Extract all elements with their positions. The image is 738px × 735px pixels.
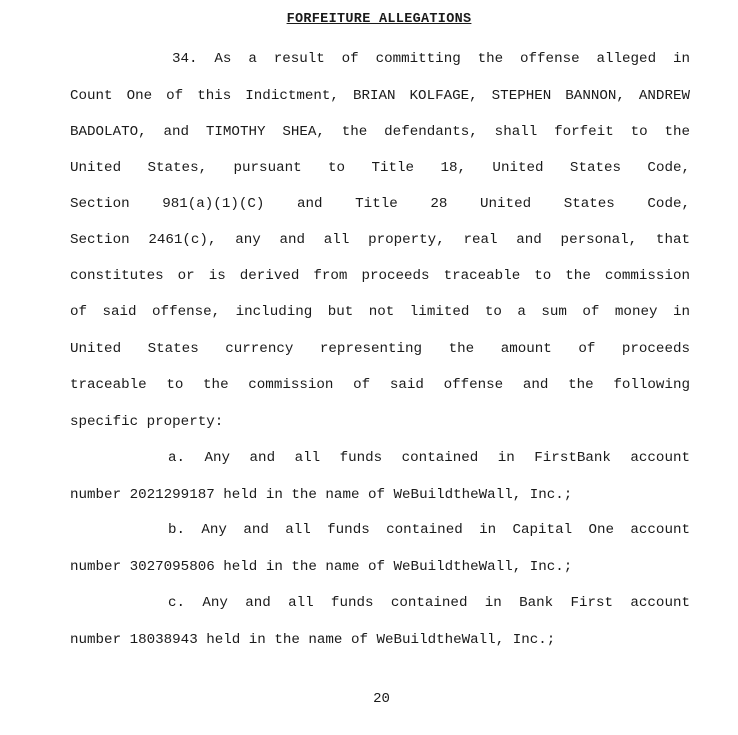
paragraph-line: specific property:: [70, 414, 224, 430]
paragraph-line: United States currency representing the amount of proceeds: [70, 341, 690, 357]
paragraph-line: BADOLATO, and TIMOTHY SHEA, the defendants, shall forfeit to the: [70, 124, 690, 140]
paragraph-line: 34. As a result of committing the offense alleged in: [172, 51, 690, 67]
list-item-line: c. Any and all funds contained in Bank First account: [168, 595, 690, 611]
paragraph-line: United States, pursuant to Title 18, United States Code,: [70, 160, 690, 176]
paragraph-line: Section 2461(c), any and all property, real and personal, that: [70, 232, 690, 248]
paragraph-line: of said offense, including but not limited to a sum of money in: [70, 304, 690, 320]
section-heading: FORFEITURE ALLEGATIONS: [286, 12, 472, 27]
page-number: 20: [373, 691, 390, 707]
list-item-line: number 18038943 held in the name of WeBuildtheWall, Inc.;: [70, 632, 556, 648]
list-item-line: b. Any and all funds contained in Capital One account: [168, 522, 690, 538]
list-item-line: number 2021299187 held in the name of WeBuildtheWall, Inc.;: [70, 487, 573, 503]
paragraph-line: Count One of this Indictment, BRIAN KOLFAGE, STEPHEN BANNON, ANDREW: [70, 88, 690, 104]
list-item-line: number 3027095806 held in the name of WeBuildtheWall, Inc.;: [70, 559, 573, 575]
paragraph-line: constitutes or is derived from proceeds traceable to the commission: [70, 268, 690, 284]
paragraph-line: Section 981(a)(1)(C) and Title 28 United States Code,: [70, 196, 690, 212]
paragraph-line: traceable to the commission of said offense and the following: [70, 377, 690, 393]
list-item-line: a. Any and all funds contained in FirstBank account: [168, 450, 690, 466]
